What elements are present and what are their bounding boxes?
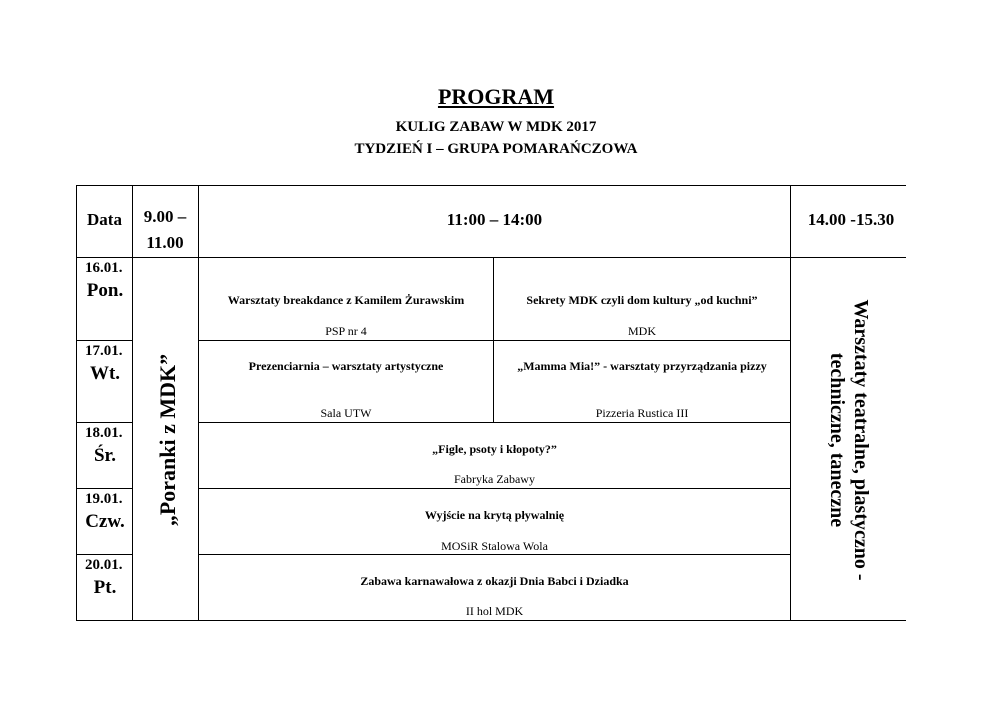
day-name: Pon. — [86, 280, 124, 301]
place-mon-a: PSP nr 4 — [325, 324, 367, 338]
day-cell-fri — [77, 555, 133, 620]
header-morning: 9.00 – 11.00 — [143, 207, 187, 252]
day-date: 19.01. — [85, 491, 123, 507]
place-fri: II hol MDK — [465, 604, 524, 618]
event-subtitle: KULIG ZABAW W MDK 2017 — [395, 119, 597, 135]
afternoon-block-label: Warsztaty teatralne, plastyczno - techniczne, taneczne — [826, 299, 872, 581]
day-cell-thu — [77, 489, 133, 555]
page-title: PROGRAM — [437, 84, 555, 109]
day-date: 20.01. — [85, 557, 123, 573]
morning-block-label: „Poranki z MDK” — [155, 353, 180, 527]
activity-tue-b: „Mamma Mia!” - warsztaty przyrządzania pizzy — [517, 359, 767, 373]
activity-tue-a: Prezenciarnia – warsztaty artystyczne — [248, 359, 444, 373]
header-midday: 11:00 – 14:00 — [446, 210, 543, 229]
activity-fri: Zabawa karnawałowa z okazji Dnia Babci i Dziadka — [360, 574, 629, 588]
day-name: Pt. — [93, 577, 117, 598]
place-wed: Fabryka Zabawy — [454, 472, 535, 486]
day-cell-tue — [77, 341, 133, 423]
place-tue-b: Pizzeria Rustica III — [595, 406, 689, 420]
place-tue-a: Sala UTW — [320, 406, 372, 420]
day-name: Czw. — [85, 511, 125, 532]
week-subtitle: TYDZIEŃ I – GRUPA POMARAŃCZOWA — [354, 141, 638, 157]
place-thu: MOSiR Stalowa Wola — [441, 539, 548, 553]
activity-thu: Wyjście na krytą pływalnię — [424, 508, 565, 522]
header-date: Data — [87, 210, 122, 229]
header-afternoon: 14.00 -15.30 — [807, 210, 895, 229]
day-date: 18.01. — [85, 425, 123, 441]
activity-mon-b: Sekrety MDK czyli dom kultury „od kuchni” — [526, 293, 758, 307]
activity-wed: „Figle, psoty i kłopoty?” — [432, 442, 557, 456]
activity-mon-a: Warsztaty breakdance z Kamilem Żurawskim — [227, 293, 465, 307]
day-name: Śr. — [93, 445, 116, 466]
place-mon-b: MDK — [627, 324, 656, 338]
day-date: 17.01. — [85, 343, 123, 359]
day-cell-wed — [77, 423, 133, 489]
day-date: 16.01. — [85, 260, 123, 276]
day-name: Wt. — [89, 363, 121, 384]
day-cell-mon — [77, 258, 133, 340]
